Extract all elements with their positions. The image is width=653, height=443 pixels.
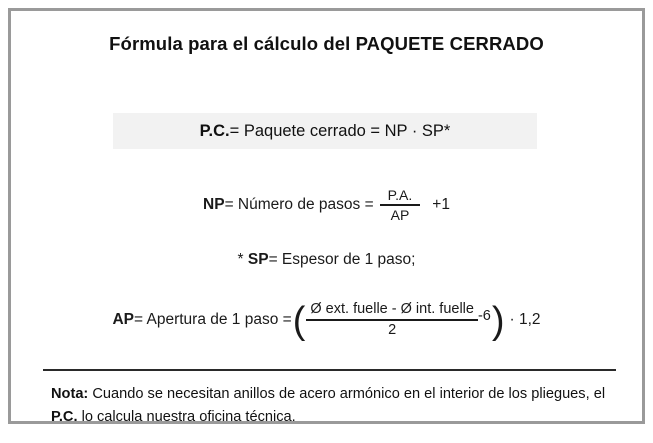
np-fraction bbox=[380, 187, 421, 223]
note-bold-label: Nota: bbox=[51, 386, 89, 402]
ap-bold-prefix: AP bbox=[112, 311, 134, 329]
formula-card-inner bbox=[11, 33, 642, 443]
note-text-part1: Cuando se necesitan anillos de acero armónico en el interior de los pliegues, el bbox=[88, 386, 606, 402]
np-fraction-denominator: AP bbox=[390, 206, 410, 223]
np-fraction-numerator: P.A. bbox=[387, 187, 413, 203]
note-block bbox=[51, 383, 611, 428]
ap-fraction bbox=[306, 301, 478, 339]
ap-formula-row bbox=[11, 299, 642, 342]
main-formula-bold-prefix: P.C. bbox=[199, 121, 230, 140]
np-label-text: = Número de pasos = bbox=[224, 195, 374, 213]
np-bold-prefix: NP bbox=[203, 195, 225, 213]
main-formula-text bbox=[200, 122, 451, 141]
formula-card bbox=[8, 8, 645, 424]
ap-open-paren: ( bbox=[292, 299, 306, 342]
ap-formula-tail: · 1,2 bbox=[509, 311, 541, 329]
ap-fraction-numerator: Ø ext. fuelle - Ø int. fuelle bbox=[310, 301, 474, 317]
sp-label-text: = Espesor de 1 paso; bbox=[268, 251, 416, 268]
np-formula-label bbox=[203, 196, 374, 214]
main-formula-rest: = Paquete cerrado = NP · SP* bbox=[229, 121, 451, 140]
page-title: Fórmula para el cálculo del PAQUETE CERRADO bbox=[109, 33, 544, 54]
sp-asterisk: * bbox=[237, 251, 244, 268]
sp-bold-prefix: SP bbox=[247, 251, 269, 268]
ap-minus-six: -6 bbox=[477, 308, 491, 325]
ap-close-paren: ) bbox=[491, 299, 505, 342]
np-formula-row bbox=[11, 187, 642, 223]
note-text-part2: lo calcula nuestra oficina técnica. bbox=[77, 408, 296, 425]
ap-label-text: = Apertura de 1 paso = bbox=[134, 311, 292, 329]
np-formula-tail: +1 bbox=[432, 195, 450, 213]
sp-formula-row bbox=[11, 251, 642, 269]
note-bold-inline: P.C. bbox=[51, 408, 78, 425]
ap-fraction-denominator: 2 bbox=[388, 321, 397, 338]
main-formula-band bbox=[113, 113, 537, 149]
ap-formula-label bbox=[112, 311, 291, 329]
note-separator bbox=[43, 369, 616, 371]
